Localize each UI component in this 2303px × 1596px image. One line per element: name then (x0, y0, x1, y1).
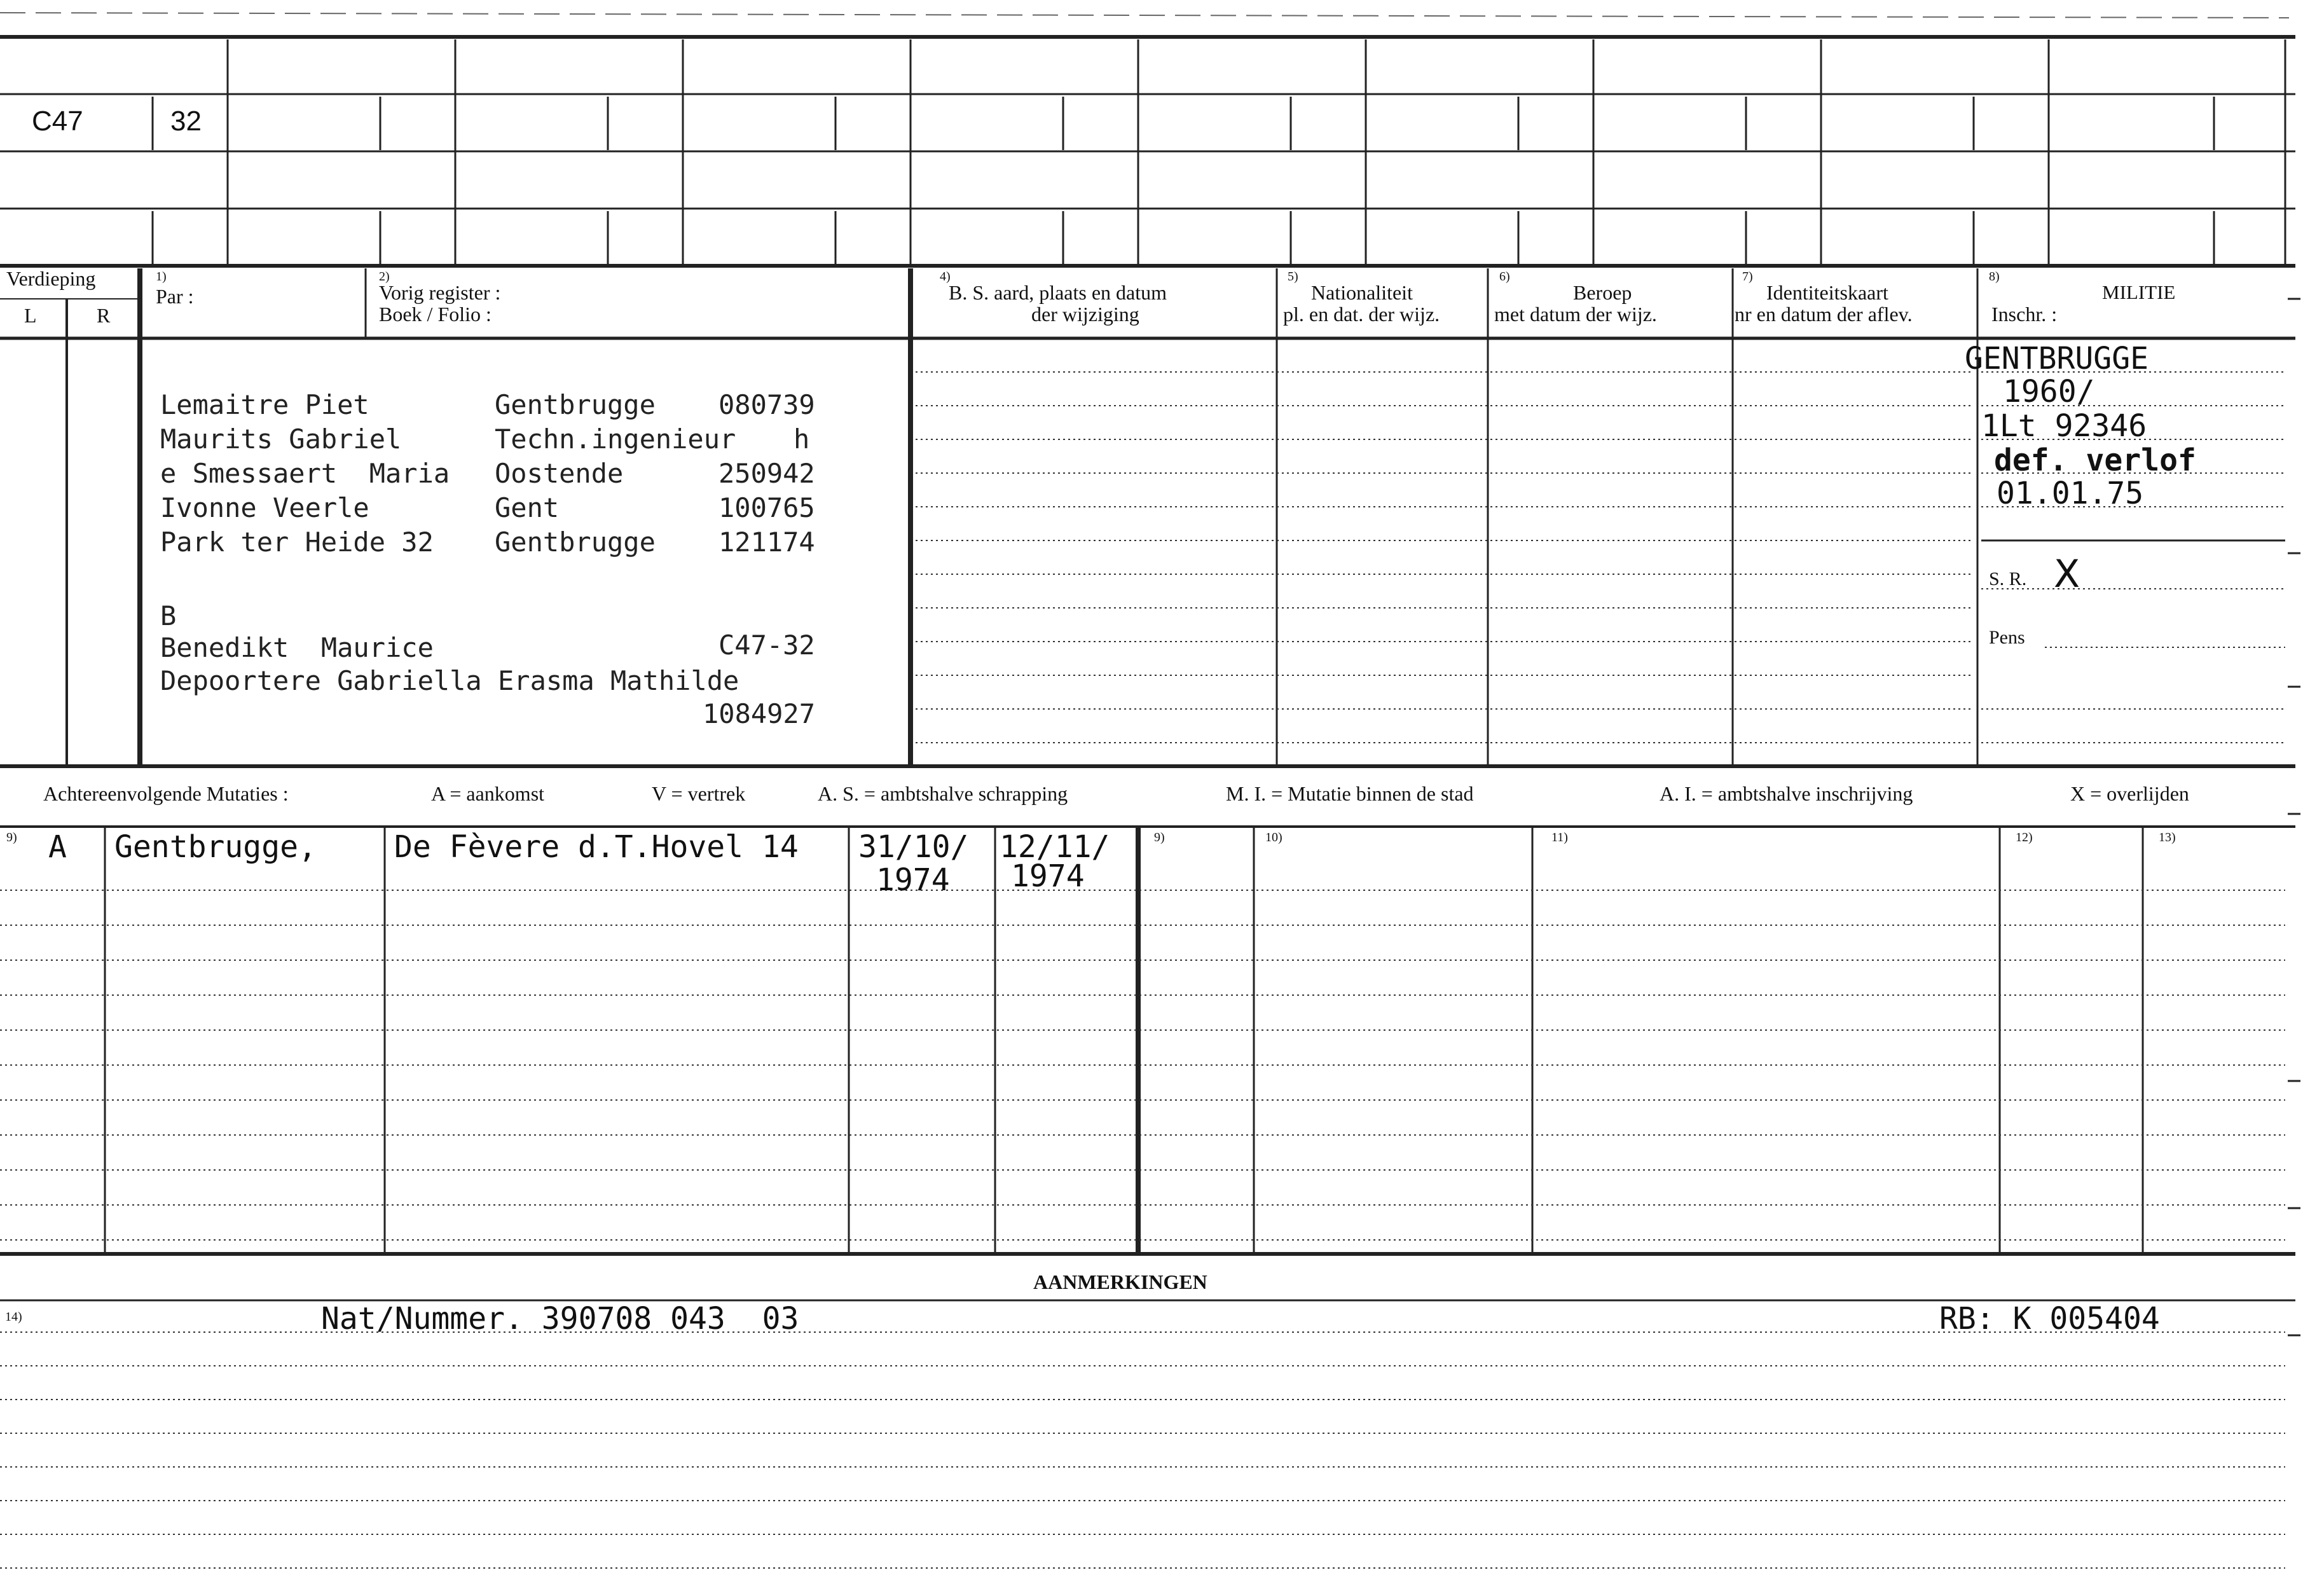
person-row-9-date: 1084927 (703, 698, 816, 729)
col2-number: 2) (379, 270, 390, 284)
wijziging-label: der wijziging (1031, 303, 1139, 326)
legend-arrival: A = aankomst (431, 782, 545, 805)
person-row-4-name: Ivonne Veerle (160, 492, 369, 523)
militie-label: MILITIE (2102, 281, 2176, 303)
person-row-7-name: Benedikt Maurice (160, 632, 434, 663)
person-row-3-date: 250942 (718, 458, 815, 489)
right-label: R (97, 304, 111, 327)
person-row-4-date: 100765 (718, 492, 815, 523)
sr-cross-mark: X (2054, 552, 2080, 596)
person-row-3-place: Oostende (495, 458, 624, 489)
sr-label: S. R. (1989, 568, 2027, 589)
bs-label: B. S. aard, plaats en datum (949, 281, 1167, 304)
mutation-date2-line2: 1974 (1011, 858, 1085, 894)
person-row-1-name: Lemaitre Piet (160, 389, 369, 420)
mutation-place: Gentbrugge, (114, 829, 317, 865)
mutation-col11-number: 11) (1551, 830, 1568, 844)
col6-number: 6) (1499, 270, 1510, 284)
person-row-2-place: Techn.ingenieur (495, 423, 736, 455)
card-number: 32 (170, 106, 202, 137)
identiteitskaart-label: Identiteitskaart (1766, 281, 1888, 304)
militie-line-5: 01.01.75 (1997, 476, 2144, 511)
mutation-col9b-number: 9) (1154, 830, 1165, 844)
remarks-number: 14) (5, 1310, 22, 1324)
militie-line-3: 1Lt 92346 (1981, 408, 2147, 444)
person-row-5-name: Park ter Heide 32 (160, 526, 434, 558)
nationaliteit-sub-label: pl. en dat. der wijz. (1283, 303, 1440, 326)
person-row-4-place: Gent (495, 492, 560, 523)
inschr-label: Inschr. : (1991, 303, 2058, 326)
legend-death: X = overlijden (2070, 782, 2189, 805)
person-row-5-date: 121174 (718, 526, 815, 558)
pens-label: Pens (1989, 627, 2025, 648)
par-label: Par : (156, 285, 194, 308)
person-row-1-place: Gentbrugge (495, 389, 656, 420)
col8-number: 8) (1989, 270, 2000, 284)
mutation-date2-line1: 12/11/ (1000, 829, 1110, 865)
mutation-date1-line2: 1974 (876, 862, 950, 898)
rb-number: RB: K 005404 (1939, 1301, 2160, 1337)
beroep-label: Beroep (1573, 281, 1632, 304)
mutations-legend-title: Achtereenvolgende Mutaties : (43, 782, 289, 805)
mutation-col10-number: 10) (1265, 830, 1282, 844)
person-row-2-date: h (794, 423, 810, 455)
beroep-sub-label: met datum der wijz. (1494, 303, 1657, 326)
person-row-1-date: 080739 (718, 389, 815, 420)
remarks-title: AANMERKINGEN (1033, 1270, 1207, 1293)
col1-number: 1) (156, 270, 167, 284)
person-row-6-name: B (160, 600, 177, 631)
militie-line-1: GENTBRUGGE (1965, 341, 2148, 376)
boek-folio-label: Boek / Folio : (379, 303, 492, 326)
verdieping-label: Verdieping (6, 267, 96, 290)
col7-number: 7) (1742, 270, 1753, 284)
mutation-col9-number: 9) (6, 830, 17, 844)
person-row-3-name: e Smessaert Maria (160, 458, 450, 489)
person-row-8-name: Depoortere Gabriella Erasma Mathilde (160, 665, 739, 696)
person-row-7-date: C47-32 (718, 629, 815, 661)
legend-ex-officio-removal: A. S. = ambtshalve schrapping (818, 782, 1068, 805)
col5-number: 5) (1288, 270, 1298, 284)
national-number: Nat/Nummer. 390708 043 03 (321, 1301, 799, 1337)
card-code: C47 (32, 106, 83, 137)
militie-line-2: 1960/ (2003, 374, 2095, 409)
col4-number: 4) (940, 270, 951, 284)
vorig-register-label: Vorig register : (379, 281, 501, 304)
mutation-col12-number: 12) (2016, 830, 2033, 844)
identiteitskaart-sub-label: nr en datum der aflev. (1735, 303, 1913, 326)
mutation-address: De Fèvere d.T.Hovel 14 (394, 829, 799, 865)
person-row-2-name: Maurits Gabriel (160, 423, 402, 455)
militie-line-4: def. verlof (1994, 443, 2196, 478)
person-row-5-place: Gentbrugge (495, 526, 656, 558)
mutation-col13-number: 13) (2159, 830, 2176, 844)
left-label: L (24, 304, 37, 327)
nationaliteit-label: Nationaliteit (1311, 281, 1413, 304)
mutation-date1-line1: 31/10/ (858, 829, 969, 865)
mutation-type: A (48, 829, 67, 865)
legend-departure: V = vertrek (652, 782, 746, 805)
legend-internal-move: M. I. = Mutatie binnen de stad (1226, 782, 1474, 805)
legend-ex-officio-registration: A. I. = ambtshalve inschrijving (1660, 782, 1913, 805)
